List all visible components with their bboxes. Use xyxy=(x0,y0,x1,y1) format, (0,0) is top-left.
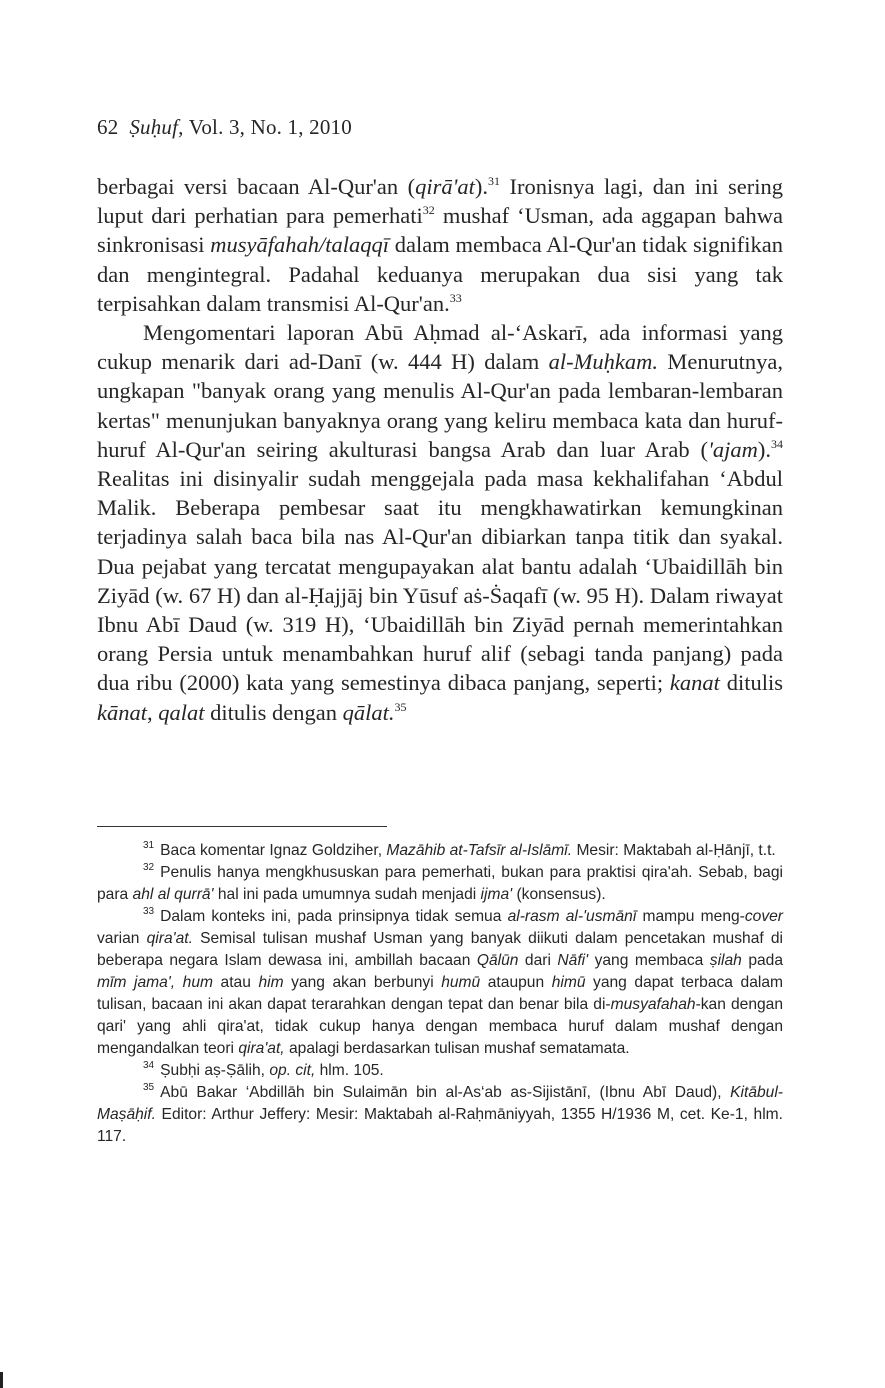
running-header xyxy=(97,115,352,140)
journal-name: Ṣuḥuf, xyxy=(129,115,184,139)
footnote-ref-35[interactable]: 35 xyxy=(394,699,407,714)
footnote-ref-33[interactable]: 33 xyxy=(449,290,462,305)
footnote-ref-32[interactable]: 32 xyxy=(422,203,435,218)
footnote-31: $^{31}$ Baca komentar Ignaz Goldziher, Mazāhib at-Tafsīr al-Islāmī. Mesir: Maktabah al-Ḥānjī, t.t. xyxy=(143,840,776,859)
paragraph-1: berbagai versi bacaan Al-Qur'an (qirā'at).$^{31}$ Ironisnya lagi, dan ini sering luput dari perhatian para pemerhati$^{32}$ mushaf ‘Usman, ada aggapan bahwa sinkronisasi musyāfahah/talaqqī dalam membaca Al-Qur'an tidak signifikan dan mengintegral. Padahal keduanya merupakan dua sisi yang tak terpisahkan dalam transmisi Al-Qur'an.$^{33}$ xyxy=(97,174,783,316)
main-text xyxy=(97,172,783,727)
footnote-ref-34[interactable]: 34 xyxy=(771,436,783,451)
footnote-35: $^{35}$ Abū Bakar ‘Abdillāh bin Sulaimān bin al-As‘ab as-Sijistānī, (Ibnu Abī Daud), Kitābul-Maṣāḥif. Editor: Arthur Jeffery: Mesir: Maktabah al-Raḥmāniyyah, 1355 H/1936 M, cet. Ke-1, hlm. 117. xyxy=(97,1082,783,1145)
page-number: 62 xyxy=(97,115,119,139)
scan-edge-mark xyxy=(0,1372,3,1388)
footnote-33: $^{33}$ Dalam konteks ini, pada prinsipnya tidak semua al-rasm al-'usmānī mampu meng-cover varian qira'at. Semisal tulisan mushaf Usman yang banyak diikuti dalam pencetakan mushaf di beberapa negara Islam dewasa ini, ambillah bacaan Qālūn dari Nāfi' yang membaca ṣilah pada mīm jama', hum atau him yang akan berbunyi humū ataupun himū yang dapat terbaca dalam tulisan, bacaan ini akan dapat terarahkan dengan tepat dan benar bila di-musyafahah-kan dengan qari' yang ahli qira'at, tidak cukup hanya dengan membaca huruf dalam mushaf dengan mengandalkan teori qira'at, apalagi berdasarkan tulisan mushaf sematamata. xyxy=(97,906,784,1057)
footnotes xyxy=(97,840,783,1148)
volume-info: Vol. 3, No. 1, 2010 xyxy=(188,115,352,139)
footnote-ref-31[interactable]: 31 xyxy=(488,174,501,188)
paragraph-2: Mengomentari laporan Abū Aḥmad al-‘Askarī, ada informasi yang cukup menarik dari ad-Danī (w. 444 H) dalam al-Muḥkam. Menurutnya, ungkapan "banyak orang yang menulis Al-Qur'an pada lembaran-lembaran kertas" menunjukan banyaknya orang yang keliru membaca kata dan huruf-huruf Al-Qur'an seiring akulturasi bangsa Arab dan luar Arab ('ajam).$^{34}$ Realitas ini disinyalir sudah menggejala pada masa kekhalifahan ‘Abdul Malik. Beberapa pembesar saat itu mengkhawatirkan kemungkinan terjadinya salah baca bila nas Al-Qur'an dibiarkan tanpa titik dan syakal. Dua pejabat yang tercatat mengupayakan alat bantu adalah ‘Ubaidillāh bin Ziyād (w. 67 H) dan al-Ḥajjāj bin Yūsuf aṡ-Ṡaqafī (w. 95 H). Dalam riwayat Ibnu Abī Daud (w. 319 H), ‘Ubaidillāh bin Ziyād pernah memerintahkan orang Persia untuk menambahkan huruf alif (sebagi tanda panjang) pada dua ribu (2000) kata yang semestinya dibaca panjang, seperti; kanat ditulis kānat, qalat ditulis dengan qālat.$^{35}$ xyxy=(97,320,783,725)
footnote-divider xyxy=(97,826,387,827)
footnote-32: $^{32}$ Penulis hanya mengkhususkan para pemerhati, bukan para praktisi qira'ah. Sebab, bagi para ahl al qurrā' hal ini pada umumnya sudah menjadi ijma' (konsensus). xyxy=(97,862,783,903)
footnote-34: $^{34}$ Ṣubḥi aṣ-Ṣālih, op. cit, hlm. 105. xyxy=(143,1060,384,1079)
